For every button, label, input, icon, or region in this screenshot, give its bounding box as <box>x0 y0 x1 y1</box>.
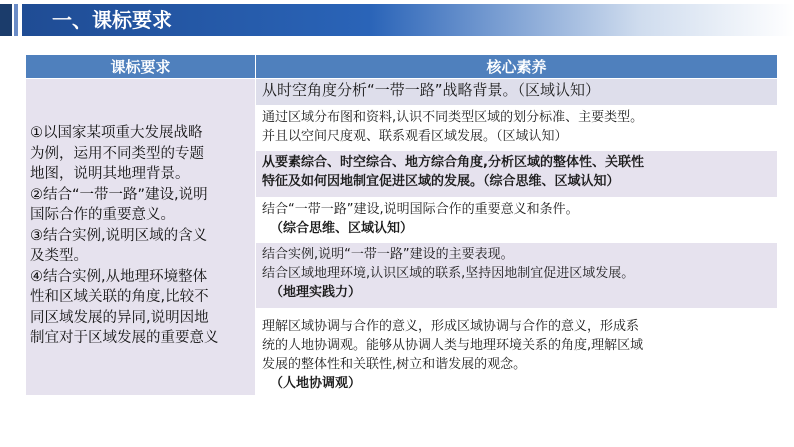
requirements-table <box>25 54 778 396</box>
requirement-line: 及类型。 <box>30 248 88 264</box>
competency-line: 结合区域地理环境,认识区域的联系,坚持因地制宜促进区域发展。 <box>262 266 635 281</box>
competency-line: 通过区域分布图和资料,认识不同类型区域的划分标准、主要类型。 <box>262 110 644 125</box>
competency-line: 发展的整体性和关联性,树立和谐发展的观念。 <box>262 357 527 372</box>
header-core-competencies: 核心素养 <box>256 55 778 79</box>
competency-tag: （综合思维、区域认知） <box>270 221 414 236</box>
table-header-row <box>26 55 778 79</box>
competency-line: 理解区域协调与合作的意义，形成区域协调与合作的意义，形成系 <box>262 319 640 334</box>
requirement-line: ①以国家某项重大发展战略 <box>30 125 203 141</box>
competency-cell <box>256 106 778 151</box>
title-accent-light <box>14 4 18 36</box>
requirement-line: 性和区域关联的角度,比较不 <box>30 289 209 305</box>
requirement-line: 国际合作的重要意义。 <box>30 207 175 223</box>
requirement-line: ③结合实例,说明区域的含义 <box>30 227 208 244</box>
requirement-line: ②结合“一带一路”建设,说明 <box>30 186 208 203</box>
requirement-line: 地图，说明其地理背景。 <box>30 166 190 182</box>
competency-tag: （人地协调观） <box>270 376 362 391</box>
table-row <box>26 79 778 106</box>
competency-tag: （地理实践力） <box>270 285 362 300</box>
competency-line: 特征及如何因地制宜促进区域的发展。（综合思维、区域认知） <box>262 174 620 189</box>
section-title: 一、课标要求 <box>52 8 172 32</box>
competency-line: 结合“一带一路”建设,说明国际合作的重要意义和条件。 <box>262 202 579 217</box>
competency-line: 并且以空间尺度观、联系观看区域发展。（区域认知） <box>262 129 568 144</box>
requirements-cell <box>26 79 256 396</box>
competency-cell <box>256 151 778 198</box>
requirement-line: ④结合实例,从地理环境整体 <box>30 268 208 285</box>
competency-line: 结合实例,说明“一带一路”建设的主要表现。 <box>262 247 514 262</box>
header-requirements: 课标要求 <box>26 55 256 79</box>
competency-line: 统的人地协调观。能够从协调人类与地理环境关系的角度,理解区域 <box>262 338 644 353</box>
requirement-line: 同区域发展的异同,说明因地 <box>30 309 209 326</box>
competency-cell <box>256 79 778 106</box>
title-accent-dark <box>0 4 12 36</box>
competency-cell <box>256 198 778 243</box>
competency-cell <box>256 309 778 396</box>
requirement-line: 为例，运用不同类型的专题 <box>30 145 204 162</box>
requirement-line: 制宜对于区域发展的重要意义 <box>30 330 219 346</box>
competency-line: 从时空角度分析“一带一路”战略背景。（区域认知） <box>262 81 601 99</box>
competency-line: 从要素综合、时空综合、地方综合角度,分析区域的整体性、关联性 <box>262 155 644 170</box>
competency-cell <box>256 243 778 309</box>
